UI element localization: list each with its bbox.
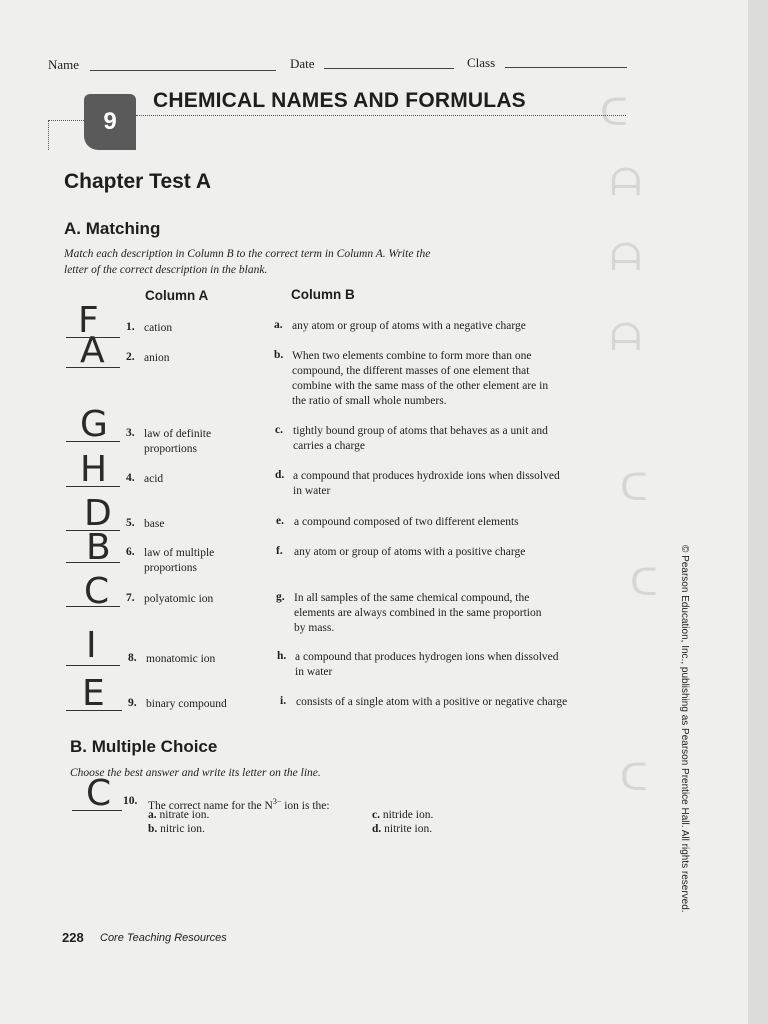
option-letter: c. — [372, 809, 380, 821]
description-line: any atom or group of atoms with a negative charge — [292, 320, 526, 332]
handwritten-answer: G — [80, 404, 108, 445]
item-number: 1. — [126, 321, 135, 333]
item-number: 7. — [126, 592, 135, 604]
description-d — [293, 469, 638, 499]
description-letter: d. — [275, 469, 285, 481]
bleed-through-mark: ᑕ — [620, 755, 648, 799]
name-label: Name — [48, 57, 80, 72]
description-line: in water — [293, 485, 331, 497]
test-title: Chapter Test A — [64, 170, 212, 193]
description-line: In all samples of the same chemical compound, the — [294, 592, 530, 604]
item-number: 6. — [126, 546, 135, 558]
question-stem-text: ion is the: — [281, 799, 330, 812]
chapter-rule-left — [48, 120, 84, 121]
description-line: any atom or group of atoms with a positive charge — [294, 546, 526, 558]
handwritten-answer: E — [82, 673, 105, 714]
description-a — [292, 319, 632, 334]
option-text: nitride ion. — [382, 809, 434, 821]
option-b[interactable] — [148, 823, 205, 835]
option-d[interactable] — [372, 823, 432, 835]
term-base: base — [144, 518, 165, 530]
column-a-heading: Column A — [145, 288, 209, 303]
description-line: tightly bound group of atoms that behaves as a unit and — [293, 425, 548, 437]
term-anion: anion — [144, 352, 170, 364]
term-acid: acid — [144, 473, 164, 485]
handwritten-answer: D — [84, 493, 112, 534]
description-letter: e. — [276, 515, 284, 527]
description-g — [294, 591, 634, 636]
term-line: law of definite — [144, 428, 212, 440]
description-h — [295, 650, 640, 680]
description-letter: f. — [276, 545, 283, 557]
handwritten-answer: F — [78, 300, 99, 341]
answer-blank[interactable] — [66, 665, 120, 666]
description-c — [293, 424, 633, 454]
item-number: 8. — [128, 652, 137, 664]
description-line: a compound that produces hydroxide ions when dissolved — [293, 470, 560, 482]
description-line: consists of a single atom with a positive or negative charge — [296, 696, 568, 708]
description-letter: a. — [274, 319, 283, 331]
term-law-of-multiple-proportions — [144, 546, 214, 576]
column-b-heading: Column B — [291, 287, 355, 302]
option-a[interactable] — [148, 809, 209, 821]
term-binary-compound: binary compound — [146, 698, 227, 710]
description-e — [294, 515, 634, 530]
bleed-through-mark: ᗩ — [610, 235, 642, 279]
answer-blank[interactable] — [66, 441, 120, 442]
description-line: compound, the different masses of one element that — [292, 365, 530, 377]
term-monatomic-ion: monatomic ion — [146, 653, 216, 665]
description-letter: i. — [280, 695, 287, 707]
ion-charge: 3− — [272, 797, 282, 806]
item-number: 9. — [128, 697, 137, 709]
description-letter: b. — [274, 349, 284, 361]
section-a-heading: A. Matching — [64, 219, 161, 238]
answer-blank[interactable] — [66, 367, 120, 368]
bleed-through-mark: ᑕ — [600, 90, 628, 134]
question-stem-text: The correct name for the N — [148, 799, 273, 812]
option-c[interactable] — [372, 809, 433, 821]
section-a-instructions-line1: Match each description in Column B to the correct term in Column A. Write the — [64, 248, 431, 260]
chapter-rule-vertical — [48, 120, 49, 150]
option-text: nitrate ion. — [159, 809, 210, 821]
chapter-number-badge: 9 — [84, 94, 136, 150]
class-label: Class — [467, 55, 496, 70]
term-line: law of multiple — [144, 547, 215, 559]
term-line: proportions — [144, 443, 198, 455]
handwritten-answer: C — [86, 773, 112, 814]
class-field[interactable] — [505, 67, 627, 68]
description-line: carries a charge — [293, 440, 365, 452]
description-f — [294, 545, 634, 560]
option-text: nitric ion. — [160, 823, 205, 835]
description-line: a compound that produces hydrogen ions when dissolved — [295, 651, 559, 663]
page-edge — [748, 0, 768, 1024]
option-letter: a. — [148, 809, 157, 821]
description-b — [292, 349, 637, 409]
footer-resource: Core Teaching Resources — [100, 932, 227, 944]
item-number: 3. — [126, 427, 135, 439]
option-letter: b. — [148, 823, 158, 835]
description-line: When two elements combine to form more than one — [292, 350, 532, 362]
description-line: a compound composed of two different elements — [294, 516, 519, 528]
section-b-instructions: Choose the best answer and write its letter on the line. — [70, 767, 321, 779]
chapter-title: CHEMICAL NAMES AND FORMULAS — [153, 89, 526, 112]
page-number: 228 — [62, 930, 84, 945]
handwritten-answer: H — [80, 449, 108, 490]
section-a-instructions-line2: letter of the correct description in the blank. — [64, 264, 268, 276]
answer-blank[interactable] — [66, 486, 120, 487]
question-number: 10. — [123, 795, 138, 807]
bleed-through-mark: ᗩ — [610, 160, 642, 204]
option-text: nitrite ion. — [384, 823, 433, 835]
answer-blank[interactable] — [66, 606, 120, 607]
answer-blank[interactable] — [72, 810, 122, 811]
description-line: elements are always combined in the same proportion — [294, 607, 542, 619]
description-i — [296, 695, 641, 710]
chapter-rule — [136, 115, 626, 116]
item-number: 4. — [126, 472, 135, 484]
description-letter: c. — [275, 424, 283, 436]
handwritten-answer: I — [86, 625, 97, 666]
bleed-through-mark: ᑕ — [630, 560, 658, 604]
option-letter: d. — [372, 823, 382, 835]
description-letter: g. — [276, 591, 285, 603]
item-number: 5. — [126, 517, 135, 529]
description-letter: h. — [277, 650, 287, 662]
handwritten-answer: B — [86, 527, 111, 568]
description-line: by mass. — [294, 622, 335, 634]
date-field[interactable] — [324, 68, 454, 69]
copyright-notice: © Pearson Education, Inc., publishing as Pearson Prentice Hall. All rights reserved. — [679, 545, 690, 913]
name-field[interactable] — [90, 70, 276, 71]
bleed-through-mark: ᗩ — [610, 315, 642, 359]
description-line: the ratio of small whole numbers. — [292, 395, 447, 407]
section-b-heading: B. Multiple Choice — [70, 737, 218, 756]
answer-blank[interactable] — [66, 710, 122, 711]
description-line: in water — [295, 666, 333, 678]
bleed-through-mark: ᑕ — [620, 465, 648, 509]
term-line: proportions — [144, 562, 198, 574]
handwritten-answer: A — [80, 330, 105, 371]
description-line: combine with the same mass of the other element are in — [292, 380, 549, 392]
term-cation: cation — [144, 322, 173, 334]
term-polyatomic-ion: polyatomic ion — [144, 593, 214, 605]
date-label: Date — [290, 56, 315, 71]
handwritten-answer: C — [84, 571, 110, 612]
answer-blank[interactable] — [66, 562, 120, 563]
item-number: 2. — [126, 351, 135, 363]
term-law-of-definite-proportions — [144, 427, 211, 457]
